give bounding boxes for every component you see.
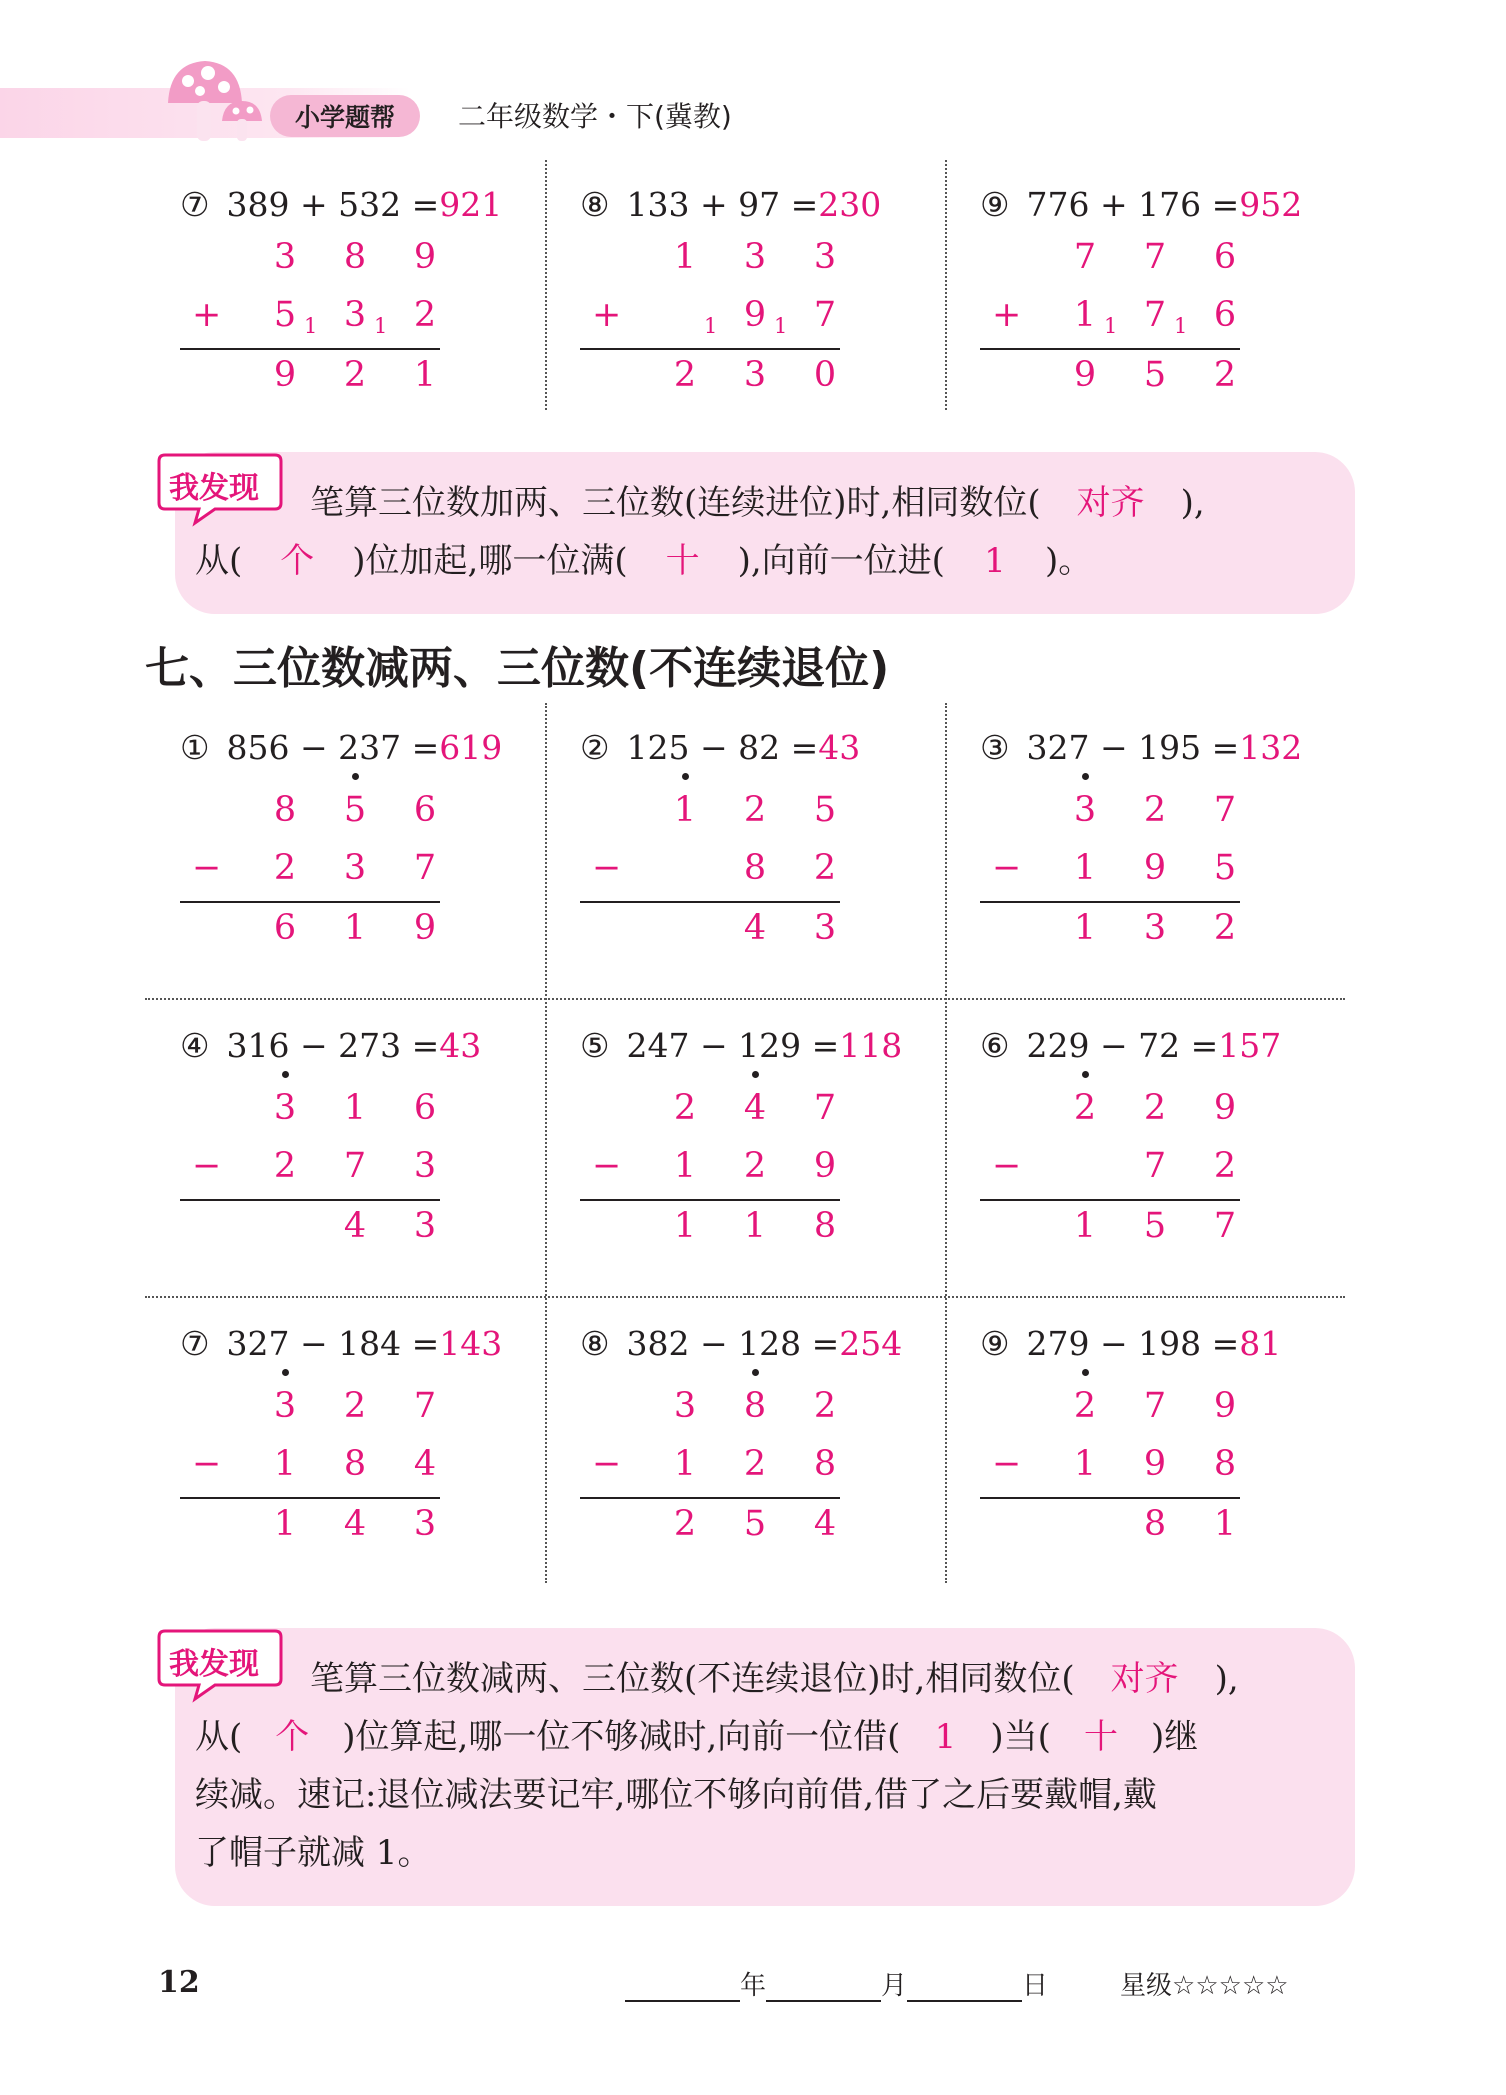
result-digit: 2 xyxy=(1213,355,1237,395)
borrow-dot xyxy=(752,1369,759,1376)
top-digit: 1 xyxy=(673,237,697,277)
section-title: 七、三位数减两、三位数(不连续退位) xyxy=(145,643,890,694)
bottom-digit: 5 xyxy=(273,295,297,335)
bottom-digit: 2 xyxy=(743,1146,767,1186)
problem-cell xyxy=(945,728,1345,1026)
result-digit: 3 xyxy=(413,1504,437,1544)
result-digit: 9 xyxy=(1073,355,1097,395)
problem-answer: 143 xyxy=(439,1324,503,1363)
discovery-box-2 xyxy=(169,1628,1355,1906)
problem-number: ⑧ xyxy=(580,185,610,224)
blank-place: 个 xyxy=(280,541,315,581)
discovery-2-line-3: 续减。速记:退位减法要记牢,哪位不够向前借,借了之后要戴帽,戴 xyxy=(195,1775,1157,1815)
problem-answer: 921 xyxy=(439,185,503,224)
borrow-dot xyxy=(352,773,359,780)
problem-answer: 952 xyxy=(1239,185,1303,224)
rating-label: 星级 xyxy=(1120,1971,1173,2001)
blank-align: 对齐 xyxy=(1076,483,1145,523)
bottom-digit: 3 xyxy=(343,848,367,888)
bottom-digit: 7 xyxy=(813,295,837,335)
problem-cell xyxy=(145,1026,545,1324)
plus-sign: + xyxy=(192,295,222,335)
top-digit: 2 xyxy=(743,790,767,830)
result-digit: 4 xyxy=(743,908,767,948)
discovery-badge-text: 我发现 xyxy=(169,1647,259,1682)
minus-sign: − xyxy=(592,1146,622,1186)
problem-cell xyxy=(945,185,1345,435)
problem-expression: 316 − 273 = xyxy=(216,1026,440,1065)
carry-digit: 1 xyxy=(704,314,718,338)
sum-line xyxy=(580,901,840,903)
problem-equation xyxy=(180,1026,481,1065)
problem-expression: 856 − 237 = xyxy=(216,728,440,767)
minus-sign: − xyxy=(992,1146,1022,1186)
top-digit: 3 xyxy=(273,1386,297,1426)
borrow-dot xyxy=(282,1071,289,1078)
borrow-dot xyxy=(282,1369,289,1376)
result-digit: 1 xyxy=(413,355,437,395)
problem-expression: 229 − 72 = xyxy=(1016,1026,1219,1065)
bottom-digit: 2 xyxy=(743,1444,767,1484)
result-digit: 6 xyxy=(273,908,297,948)
problem-answer: 43 xyxy=(818,728,861,767)
bottom-digit: 9 xyxy=(813,1146,837,1186)
result-digit: 1 xyxy=(673,1206,697,1246)
problem-number: ⑦ xyxy=(180,185,210,224)
sum-line xyxy=(180,1199,440,1201)
mushroom-logo-icon xyxy=(160,55,270,145)
bottom-digit: 3 xyxy=(343,295,367,335)
result-digit: 0 xyxy=(813,355,837,395)
bottom-digit: 1 xyxy=(1073,1444,1097,1484)
result-digit: 5 xyxy=(1143,355,1167,395)
problem-answer: 118 xyxy=(839,1026,903,1065)
problem-answer: 43 xyxy=(439,1026,482,1065)
sum-line xyxy=(980,1199,1240,1201)
problem-expression: 389 + 532 = xyxy=(216,185,440,224)
problem-cell xyxy=(545,1026,945,1324)
bottom-digit: 9 xyxy=(1143,1444,1167,1484)
discovery-2-line-2: 从( 个 )位算起,哪一位不够减时,向前一位借( 1 )当( 十 )继 xyxy=(195,1708,1198,1766)
bottom-digit: 3 xyxy=(413,1146,437,1186)
top-digit: 5 xyxy=(813,790,837,830)
problem-cell xyxy=(145,1324,545,1622)
discovery-badge-text: 我发现 xyxy=(169,471,259,506)
problem-answer: 157 xyxy=(1218,1026,1282,1065)
problem-expression: 279 − 198 = xyxy=(1016,1324,1240,1363)
bottom-digit: 2 xyxy=(273,1146,297,1186)
result-digit: 5 xyxy=(743,1504,767,1544)
bottom-digit: 1 xyxy=(673,1444,697,1484)
top-digit: 1 xyxy=(343,1088,367,1128)
discovery-2-line-1: 笔算三位数减两、三位数(不连续退位)时,相同数位( 对齐 ), xyxy=(310,1650,1239,1708)
discovery-badge xyxy=(155,1623,285,1707)
carry-digit: 1 xyxy=(1174,314,1188,338)
problem-number: ⑦ xyxy=(180,1324,210,1363)
problem-equation xyxy=(580,1026,902,1065)
problem-answer: 81 xyxy=(1239,1324,1282,1363)
addition-grid xyxy=(145,185,1345,435)
discovery-2-line-4: 了帽子就减 1。 xyxy=(195,1833,432,1873)
result-digit: 3 xyxy=(813,908,837,948)
result-digit: 5 xyxy=(1143,1206,1167,1246)
borrow-dot xyxy=(682,773,689,780)
top-digit: 7 xyxy=(1213,790,1237,830)
top-digit: 9 xyxy=(1213,1386,1237,1426)
sum-line xyxy=(580,348,840,350)
top-digit: 1 xyxy=(673,790,697,830)
problem-expression: 327 − 184 = xyxy=(216,1324,440,1363)
minus-sign: − xyxy=(592,848,622,888)
top-digit: 3 xyxy=(673,1386,697,1426)
top-digit: 2 xyxy=(343,1386,367,1426)
result-digit: 1 xyxy=(1213,1504,1237,1544)
top-digit: 3 xyxy=(273,1088,297,1128)
result-digit: 1 xyxy=(743,1206,767,1246)
sum-line xyxy=(980,348,1240,350)
result-digit: 1 xyxy=(1073,1206,1097,1246)
top-digit: 7 xyxy=(1073,237,1097,277)
problem-number: ③ xyxy=(980,728,1010,767)
problem-number: ⑥ xyxy=(980,1026,1010,1065)
problem-expression: 776 + 176 = xyxy=(1016,185,1240,224)
problem-equation xyxy=(580,1324,902,1363)
result-digit: 3 xyxy=(413,1206,437,1246)
bottom-digit: 1 xyxy=(1073,295,1097,335)
borrow-dot xyxy=(1082,773,1089,780)
problem-equation xyxy=(180,185,502,224)
bottom-digit: 1 xyxy=(273,1444,297,1484)
bottom-digit: 5 xyxy=(1213,848,1237,888)
blank-align: 对齐 xyxy=(1110,1659,1179,1699)
minus-sign: − xyxy=(992,1444,1022,1484)
top-digit: 5 xyxy=(343,790,367,830)
borrow-dot xyxy=(1082,1369,1089,1376)
date-fields xyxy=(625,1965,1048,2002)
column-divider xyxy=(545,160,547,410)
bottom-digit: 8 xyxy=(343,1444,367,1484)
series-badge: 小学题帮 xyxy=(270,95,420,137)
problem-cell xyxy=(145,728,545,1026)
result-digit: 4 xyxy=(813,1504,837,1544)
top-digit: 2 xyxy=(1143,790,1167,830)
column-divider xyxy=(545,703,547,1583)
plus-sign: + xyxy=(592,295,622,335)
borrow-dot xyxy=(1082,1071,1089,1078)
carry-digit: 1 xyxy=(374,314,388,338)
minus-sign: − xyxy=(192,1146,222,1186)
problem-equation xyxy=(580,728,860,767)
plus-sign: + xyxy=(992,295,1022,335)
problem-expression: 327 − 195 = xyxy=(1016,728,1240,767)
carry-digit: 1 xyxy=(1104,314,1118,338)
problem-cell xyxy=(545,1324,945,1622)
month-blank[interactable] xyxy=(766,1976,881,2002)
carry-digit: 1 xyxy=(774,314,788,338)
problem-answer: 132 xyxy=(1239,728,1303,767)
blank-one: 1 xyxy=(984,541,1006,581)
top-digit: 2 xyxy=(1143,1088,1167,1128)
top-digit: 8 xyxy=(273,790,297,830)
result-digit: 8 xyxy=(1143,1504,1167,1544)
top-digit: 8 xyxy=(743,1386,767,1426)
book-subtitle: 二年级数学・下(冀教) xyxy=(458,100,732,133)
rating-stars[interactable]: ☆☆☆☆☆ xyxy=(1172,1971,1289,2001)
month-label: 月 xyxy=(881,1971,908,2001)
result-digit: 2 xyxy=(1213,908,1237,948)
page-number: 12 xyxy=(158,1965,200,2000)
problem-equation xyxy=(580,185,881,224)
blank-ten: 十 xyxy=(665,541,700,581)
top-digit: 6 xyxy=(413,790,437,830)
minus-sign: − xyxy=(192,848,222,888)
result-digit: 3 xyxy=(743,355,767,395)
problem-number: ② xyxy=(580,728,610,767)
sum-line xyxy=(180,348,440,350)
top-digit: 6 xyxy=(413,1088,437,1128)
problem-number: ① xyxy=(180,728,210,767)
top-digit: 3 xyxy=(743,237,767,277)
problem-number: ⑨ xyxy=(980,1324,1010,1363)
top-digit: 8 xyxy=(343,237,367,277)
carry-digit: 1 xyxy=(304,314,318,338)
problem-equation xyxy=(980,185,1302,224)
top-digit: 9 xyxy=(1213,1088,1237,1128)
column-divider xyxy=(945,703,947,1583)
problem-equation xyxy=(980,728,1302,767)
problem-number: ⑧ xyxy=(580,1324,610,1363)
bottom-digit: 9 xyxy=(743,295,767,335)
top-digit: 7 xyxy=(1143,1386,1167,1426)
result-digit: 7 xyxy=(1213,1206,1237,1246)
bottom-digit: 6 xyxy=(1213,295,1237,335)
sum-line xyxy=(180,1497,440,1499)
sum-line xyxy=(180,901,440,903)
minus-sign: − xyxy=(192,1444,222,1484)
problem-expression: 382 − 128 = xyxy=(616,1324,840,1363)
discovery-box-1 xyxy=(169,452,1355,614)
problem-answer: 254 xyxy=(839,1324,903,1363)
row-divider xyxy=(145,998,1345,1000)
result-digit: 4 xyxy=(343,1504,367,1544)
row-divider xyxy=(145,1296,1345,1298)
result-digit: 1 xyxy=(1073,908,1097,948)
problem-equation xyxy=(980,1324,1281,1363)
blank-ten: 十 xyxy=(1083,1717,1118,1757)
problem-cell xyxy=(945,1026,1345,1324)
result-digit: 9 xyxy=(273,355,297,395)
problem-expression: 133 + 97 = xyxy=(616,185,819,224)
result-digit: 2 xyxy=(343,355,367,395)
top-digit: 7 xyxy=(813,1088,837,1128)
bottom-digit: 7 xyxy=(1143,295,1167,335)
problem-equation xyxy=(180,728,502,767)
top-digit: 7 xyxy=(413,1386,437,1426)
problem-cell xyxy=(145,185,545,435)
result-digit: 2 xyxy=(673,355,697,395)
discovery-1-line-1: 笔算三位数加两、三位数(连续进位)时,相同数位( 对齐 ), xyxy=(310,474,1205,532)
bottom-digit: 2 xyxy=(813,848,837,888)
borrow-dot xyxy=(752,1071,759,1078)
problem-answer: 619 xyxy=(439,728,503,767)
result-digit: 3 xyxy=(1143,908,1167,948)
minus-sign: − xyxy=(592,1444,622,1484)
day-label: 日 xyxy=(1022,1971,1049,2001)
problem-equation xyxy=(980,1026,1281,1065)
problem-number: ④ xyxy=(180,1026,210,1065)
problem-number: ⑤ xyxy=(580,1026,610,1065)
bottom-digit: 7 xyxy=(413,848,437,888)
rating xyxy=(1120,1965,1289,2002)
year-blank[interactable] xyxy=(625,1976,740,2002)
top-digit: 6 xyxy=(1213,237,1237,277)
problem-cell xyxy=(945,1324,1345,1622)
sum-line xyxy=(580,1497,840,1499)
result-digit: 1 xyxy=(273,1504,297,1544)
result-digit: 4 xyxy=(343,1206,367,1246)
bottom-digit: 7 xyxy=(343,1146,367,1186)
problem-equation xyxy=(180,1324,502,1363)
top-digit: 2 xyxy=(1073,1088,1097,1128)
problem-cell xyxy=(545,728,945,1026)
minus-sign: − xyxy=(992,848,1022,888)
problem-expression: 125 − 82 = xyxy=(616,728,819,767)
top-digit: 2 xyxy=(813,1386,837,1426)
day-blank[interactable] xyxy=(907,1976,1022,2002)
discovery-badge xyxy=(155,447,285,531)
bottom-digit: 4 xyxy=(413,1444,437,1484)
problem-cell xyxy=(545,185,945,435)
top-digit: 3 xyxy=(813,237,837,277)
bottom-digit: 8 xyxy=(743,848,767,888)
result-digit: 2 xyxy=(673,1504,697,1544)
subtraction-grid xyxy=(145,728,1345,1598)
sum-line xyxy=(580,1199,840,1201)
sum-line xyxy=(980,901,1240,903)
problem-number: ⑨ xyxy=(980,185,1010,224)
sum-line xyxy=(980,1497,1240,1499)
top-digit: 9 xyxy=(413,237,437,277)
bottom-digit: 8 xyxy=(1213,1444,1237,1484)
bottom-digit: 7 xyxy=(1143,1146,1167,1186)
result-digit: 8 xyxy=(813,1206,837,1246)
bottom-digit: 2 xyxy=(413,295,437,335)
result-digit: 1 xyxy=(343,908,367,948)
top-digit: 7 xyxy=(1143,237,1167,277)
bottom-digit: 1 xyxy=(1073,848,1097,888)
top-digit: 2 xyxy=(1073,1386,1097,1426)
top-digit: 4 xyxy=(743,1088,767,1128)
problem-answer: 230 xyxy=(818,185,882,224)
bottom-digit: 9 xyxy=(1143,848,1167,888)
blank-place: 个 xyxy=(275,1717,310,1757)
bottom-digit: 1 xyxy=(673,1146,697,1186)
bottom-digit: 2 xyxy=(1213,1146,1237,1186)
column-divider xyxy=(945,160,947,410)
result-digit: 9 xyxy=(413,908,437,948)
discovery-1-line-2: 从( 个 )位加起,哪一位满( 十 ),向前一位进( 1 )。 xyxy=(195,532,1092,590)
bottom-digit: 8 xyxy=(813,1444,837,1484)
bottom-digit: 2 xyxy=(273,848,297,888)
top-digit: 3 xyxy=(273,237,297,277)
top-digit: 2 xyxy=(673,1088,697,1128)
year-label: 年 xyxy=(740,1971,767,2001)
blank-one: 1 xyxy=(934,1717,957,1757)
top-digit: 3 xyxy=(1073,790,1097,830)
problem-expression: 247 − 129 = xyxy=(616,1026,840,1065)
